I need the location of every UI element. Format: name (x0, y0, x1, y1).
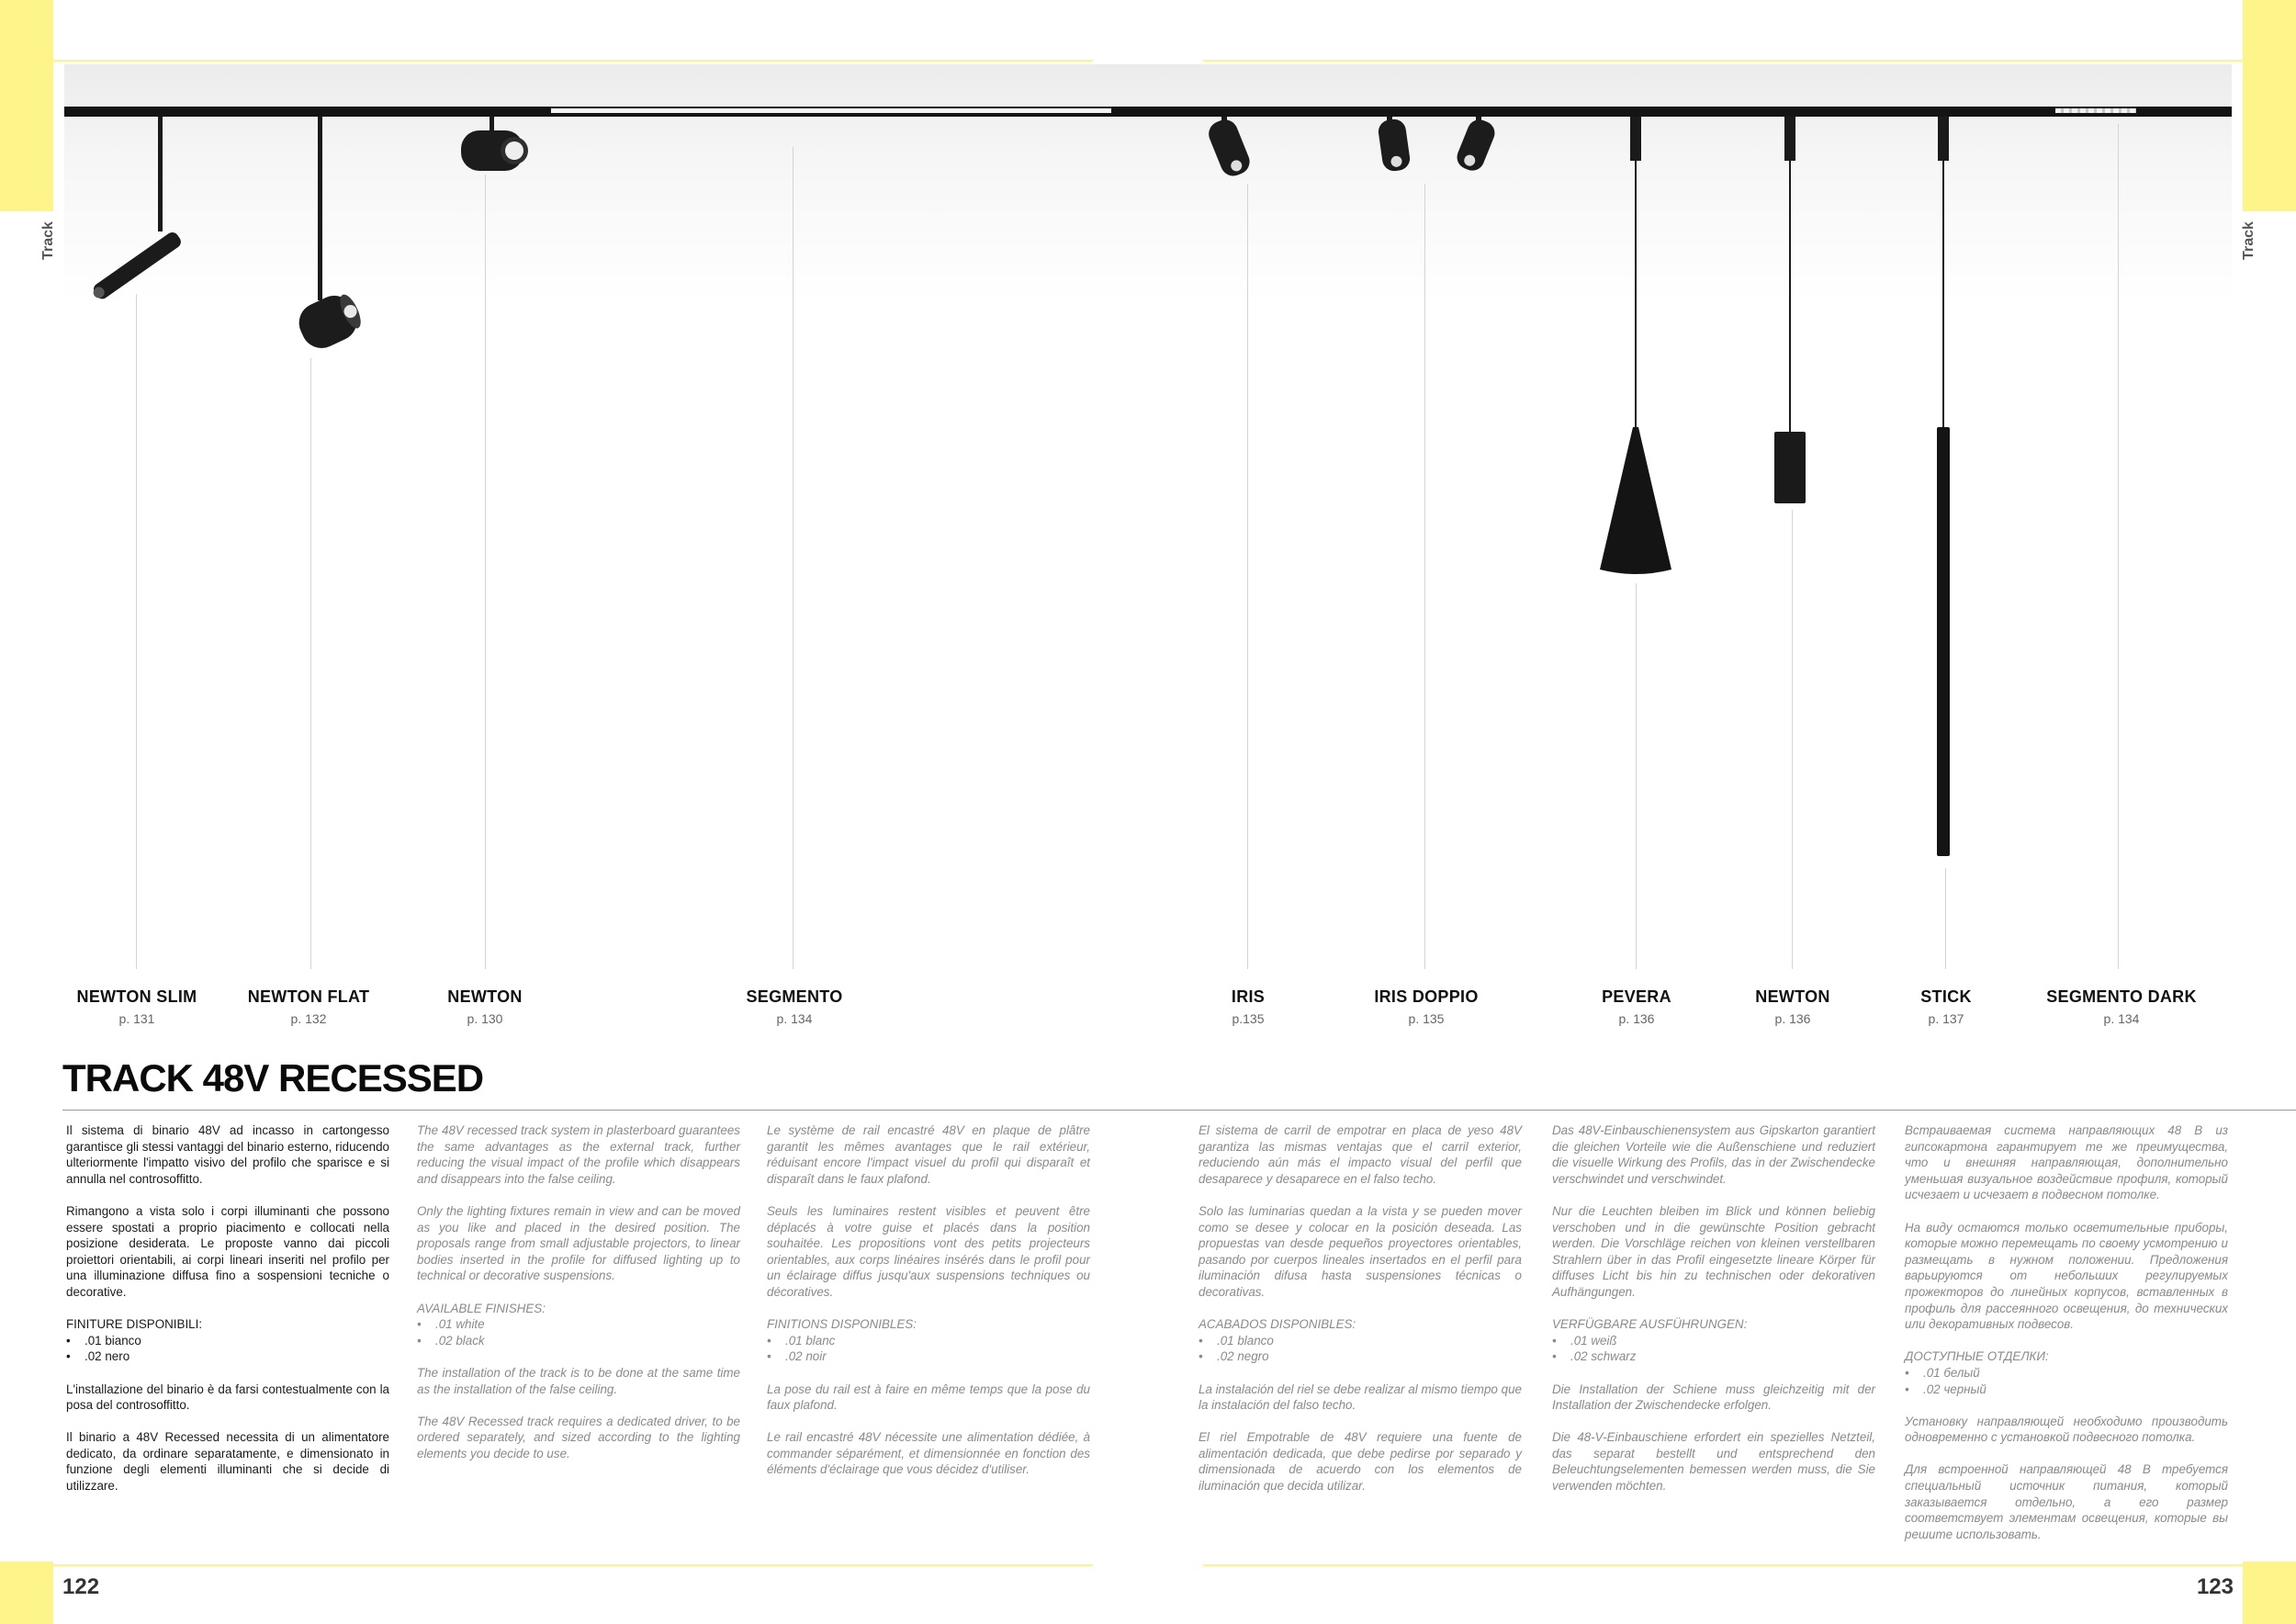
product-name[interactable]: NEWTON (447, 987, 523, 1006)
product-page[interactable]: p. 131 (118, 1011, 155, 1026)
guide-line (1424, 184, 1425, 969)
guide-line (2118, 124, 2119, 969)
guide-line (1636, 583, 1637, 969)
finishes-title: ДОСТУПНЫЕ ОТДЕЛКИ: (1905, 1349, 2049, 1364)
iris-fixture (1205, 116, 1254, 179)
page-number-right: 123 (2196, 1574, 2234, 1599)
guide-line (1792, 510, 1793, 969)
paragraph: La pose du rail est à faire en même temps que la pose du faux plafond. (767, 1382, 1090, 1413)
finishes-title: ACABADOS DISPONIBLES: (1199, 1317, 1356, 1332)
column-english (417, 1122, 740, 1478)
guide-line (485, 175, 486, 969)
product-name[interactable]: NEWTON FLAT (247, 987, 370, 1006)
finishes-title: VERFÜGBARE AUSFÜHRUNGEN: (1552, 1317, 1748, 1332)
finishes-title: FINITIONS DISPONIBLES: (767, 1317, 917, 1332)
paragraph: Nur die Leuchten bleiben im Blick und können beliebig verschoben und in die gewünschte Position gebracht werden. Die Vorschläge reichen von kleinen verstellbaren Strahlern über in das Profil eingesetzte lineare Körper für diffuses Licht bis hin zu technischen oder dekorativen Aufhängungen. (1552, 1203, 1875, 1299)
product-name[interactable]: IRIS (1231, 987, 1266, 1006)
product-page[interactable]: p. 137 (1928, 1011, 1964, 1026)
product-name[interactable]: NEWTON (1755, 987, 1830, 1006)
paragraph: The 48V Recessed track requires a dedicated driver, to be ordered separately, and sized according to the lighting elements you decide to use. (417, 1414, 740, 1460)
paragraph: Rimangono a vista solo i corpi illuminanti che possono essere spostati a proprio piacimento e collocati nella posizione desiderata. Le proposte vanno dai piccoli proiettori orientabili, ai corpi lineari inseriti nel profilo per una illuminazione diffusa fino a sospensioni tecniche o decorative. (66, 1203, 389, 1299)
product-page[interactable]: p. 134 (2103, 1011, 2140, 1026)
finishes-list (1552, 1333, 1875, 1365)
product-page[interactable]: p. 136 (1774, 1011, 1811, 1026)
bottom-rule-left (53, 1564, 1093, 1566)
column-spanish (1199, 1122, 1522, 1510)
product-page[interactable]: p.135 (1232, 1011, 1265, 1026)
page-number-left: 122 (62, 1574, 100, 1599)
product-name[interactable]: NEWTON SLIM (76, 987, 197, 1006)
product-page[interactable]: p. 134 (776, 1011, 813, 1026)
section-label-right: Track (2240, 221, 2257, 260)
paragraph: Le rail encastré 48V nécessite une alimentation dédiée, à commander séparément, et dimensionnée en fonction des éléments d'éclairage que vous décidez d'utiliser. (767, 1430, 1090, 1477)
page-title: TRACK 48V RECESSED (62, 1056, 484, 1100)
product-page[interactable]: p. 130 (467, 1011, 503, 1026)
column-russian (1905, 1122, 2228, 1559)
product-page[interactable]: p. 132 (290, 1011, 327, 1026)
product-page[interactable]: p. 136 (1618, 1011, 1655, 1026)
product-name[interactable]: PEVERA (1602, 987, 1671, 1006)
finishes-list (767, 1333, 1090, 1365)
finish-item: • .02 nero (66, 1348, 389, 1365)
finishes-title: FINITURE DISPONIBILI: (66, 1317, 203, 1332)
paragraph: Only the lighting fixtures remain in view and can be moved as you like and placed in the desired position. The proposals range from small adjustable projectors, to linear bodies inserted in the profile for diffused lighting up to technical or decorative suspensions. (417, 1203, 740, 1283)
paragraph: На виду остаются только осветительные приборы, которые можно перемещать по своему усмотрению и размещать в нужном положении. Предложения варьируются от небольших регулируемых прожекторов до линейных корпусов, вставленных в профиль для рассеянного освещения, до технических или декоративных подвесов. (1905, 1220, 2228, 1332)
column-italian (66, 1122, 389, 1510)
paragraph: The installation of the track is to be done at the same time as the installation of the false ceiling. (417, 1365, 740, 1396)
paragraph: L'installazione del binario è da farsi contestualmente con la posa del controsoffitto. (66, 1382, 389, 1413)
paragraph: La instalación del riel se debe realizar al mismo tiempo que la instalación del falso techo. (1199, 1382, 1522, 1413)
paragraph: Seuls les luminaires restent visibles et peuvent être déplacés à votre guise et placés dans la position souhaitée. Les propositions vont des petits projecteurs orientables, aux corps linéaires insérés dans le profil pour un éclairage diffus jusqu'aux suspensions techniques ou décoratives. (767, 1203, 1090, 1299)
column-german (1552, 1122, 1875, 1510)
paragraph: Установку направляющей необходимо производить одновременно с установкой подвесного потолка. (1905, 1414, 2228, 1445)
corner-tab-right (2243, 1562, 2296, 1624)
paragraph: Die Installation der Schiene muss gleichzeitig mit der Installation der Zwischendecke erfolgen. (1552, 1382, 1875, 1413)
finishes-list (1905, 1365, 2228, 1397)
finish-item: • .02 negro (1199, 1348, 1522, 1365)
newton-fixture (461, 117, 528, 171)
newton-pendant-fixture (1774, 117, 1806, 503)
paragraph: Встраиваемая система направляющих 48 В из гипсокартона гарантирует те же преимущества, что и внешняя направляющая, дополнительно уменьшая визуальное воздействие профиля, который исчезает и исчезает в подвесном потолке. (1905, 1123, 2228, 1202)
guide-line (310, 358, 311, 969)
product-page[interactable]: p. 135 (1408, 1011, 1445, 1026)
finishes-title: AVAILABLE FINISHES: (417, 1301, 546, 1315)
product-name[interactable]: SEGMENTO DARK (2046, 987, 2197, 1006)
iris-doppio-fixture (1377, 116, 1498, 174)
product-name[interactable]: STICK (1920, 987, 1972, 1006)
newton-flat-fixture (292, 117, 366, 355)
guide-line (136, 294, 137, 969)
stick-fixture (1937, 117, 1950, 856)
finish-item: • .02 черный (1905, 1382, 2228, 1398)
guide-line (1247, 184, 1248, 969)
finish-item: • .01 blanco (1199, 1333, 1522, 1349)
newton-slim-fixture (90, 117, 184, 302)
product-name[interactable]: IRIS DOPPIO (1374, 987, 1479, 1006)
paragraph: Solo las luminarias quedan a la vista y se pueden mover como se desee y colocar en la posición deseada. Las propuestas van desde pequeños proyectores orientables, pasando por cuerpos lineales insertados en el perfil para iluminación difusa hasta suspensiones técnicas o decorativas. (1199, 1203, 1522, 1299)
pevera-fixture (1600, 117, 1671, 574)
paragraph: Das 48V-Einbauschienensystem aus Gipskarton garantiert die gleichen Vorteile wie die Außenschiene und reduziert die visuelle Wirkung des Profils, das in der Zwischendecke verschwindet und verschwindet. (1552, 1123, 1875, 1186)
paragraph: Le système de rail encastré 48V en plaque de plâtre garantit les mêmes avantages que le rail extérieur, réduisant encore l'impact visuel du profil qui disparaît et disparaît dans le faux plafond. (767, 1123, 1090, 1186)
finish-item: • .01 bianco (66, 1333, 389, 1349)
finish-item: • .01 blanc (767, 1333, 1090, 1349)
title-rule (62, 1110, 2296, 1111)
finish-item: • .01 weiß (1552, 1333, 1875, 1349)
paragraph: Il sistema di binario 48V ad incasso in cartongesso garantisce gli stessi vantaggi del binario esterno, riducendo ulteriormente l'impatto visivo del profilo che sparisce e si annulla nel controsoffitto. (66, 1123, 389, 1186)
bottom-rule-right (1203, 1564, 2243, 1566)
finish-item: • .02 black (417, 1333, 740, 1349)
finishes-list (417, 1316, 740, 1348)
finish-item: • .01 белый (1905, 1365, 2228, 1382)
product-name[interactable]: SEGMENTO (746, 987, 843, 1006)
paragraph: Il binario a 48V Recessed necessita di un alimentatore dedicato, da ordinare separatamente, e dimensionato in funzione degli elementi illuminanti che si decide di utilizzare. (66, 1430, 389, 1494)
finish-item: • .02 noir (767, 1348, 1090, 1365)
paragraph: Для встроенной направляющей 48 В требуется специальный источник питания, который заказывается отдельно, а его размер соответствует элементам освещения, которые вы решите использовать. (1905, 1462, 2228, 1541)
finishes-list (1199, 1333, 1522, 1365)
finish-item: • .02 schwarz (1552, 1348, 1875, 1365)
column-french (767, 1122, 1090, 1494)
finish-item: • .01 white (417, 1316, 740, 1333)
paragraph: El riel Empotrable de 48V requiere una fuente de alimentación dedicada, que debe pedirse por separado y dimensionada de acuerdo con los elementos de iluminación que decida utilizar. (1199, 1430, 1522, 1494)
paragraph: Die 48-V-Einbauschiene erfordert ein spezielles Netzteil, das separat bestellt und entsprechend den Beleuchtungselementen bemessen werden muss, die Sie verwenden möchten. (1552, 1430, 1875, 1494)
corner-tab-left (0, 1562, 53, 1624)
section-label-left: Track (39, 221, 56, 260)
finishes-list (66, 1333, 389, 1365)
paragraph: El sistema de carril de empotrar en placa de yeso 48V garantiza las mismas ventajas que el carril exterior, reduciendo aún más el impacto visual del perfil que desaparece y desaparece en el falso techo. (1199, 1123, 1522, 1186)
guide-line (1945, 868, 1946, 969)
paragraph: The 48V recessed track system in plasterboard guarantees the same advantages as the external track, further reducing the visual impact of the profile which disappears and disappears into the false ceiling. (417, 1123, 740, 1186)
